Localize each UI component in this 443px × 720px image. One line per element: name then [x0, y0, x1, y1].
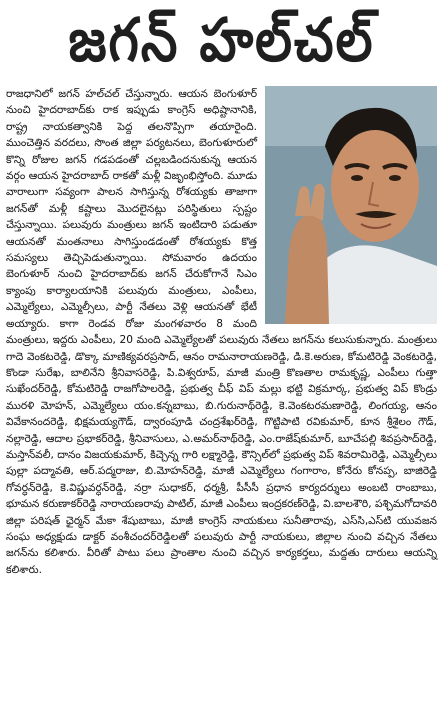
headline-text: జగన్ హల్‌చల్	[68, 6, 375, 76]
headline	[0, 0, 443, 82]
article-body: రాజధానిలో జగన్ హల్‌చల్ చేస్తున్నారు. ఆయన బెంగుళూర్ నుంచి హైదరాబాద్‌కు రాక ఇప్పుడు కాంగ్రెస్ అధిష్టానానికి, రాష్ట్ర నాయకత్వానికి పెద్ద తలనొప్పిగా తయారైంది. ముంచెత్తిన వరదలు, సొంత జిల్లా పర్యటనలు, బెంగుళూరులో కొన్ని రోజుల జగన్ గడపడంతో చల్లబడిందనుకున్న ఆయన వర్గం ఆయన హైదరాబాద్ రాకతో మళ్లీ విజృంభిస్తోంది. మూడు వారాలుగా సవ్యంగా పాలన సాగిస్తున్న రోశయ్యకు తాజాగా జగన్‌తో మళ్లీ కష్టాలు మొదలైనట్లు పరిస్థితులు స్పష్టం చేస్తున్నాయి. పలువురు మంత్రులు జగన్ ఇంటిదారి పడుతూ ఆయనతో మంతనాలు సాగిస్తుండడంతో రోశయ్యకు కొత్త సమస్యలు తెచ్చిపెడుతున్నాయి. సోమవారం ఉదయం బెంగుళూర్ నుంచి హైదరాబాద్‌కు జగన్ చేరుకోగానే సిఎం క్యాంపు కార్యాలయానికి పలువురు మంత్రులు, ఎంపీలు, ఎమ్మెల్యేలు, ఎమ్మెల్సీలు, పార్టీ నేతలు వెళ్లి ఆయనతో భేటీ అయ్యారు. కాగా రెండవ రోజు మంగళవారం 8 మంది మంత్రులు, ఇద్దరు ఎంపీలు, 20 మంది ఎమ్మెల్యేలతో పలువురు నేతలు జగన్‌ను కలుసుకున్నారు. మంత్రులు గాదె వెంకటరెడ్డి, డొక్కా మాణిక్యవరప్రసాద్, ఆనం రామనారాయణరెడ్డి, డి.కె.అరుణ, కోమటిరెడ్డి వెంకటరెడ్డి, కొండా సురేఖ, బాలినేని శ్రీనివాసరెడ్డి, పి.విశ్వరూప్, మాజీ మంత్రి కొణతాల రామకృష్ణ, ఎంపీలు గుత్తా సుఖేందర్‌రెడ్డి, కోమటిరెడ్డి రాజగోపాలరెడ్డి, ప్రభుత్వ చీఫ్ విప్ మల్లు భట్టి విక్రమార్క, ప్రభుత్వ విప్ కొండ్రు మురళి మోహన్, ఎమ్మెల్యేలు యం.కన్నబాబు, బి.గురునాథ్‌రెడ్డి, కె.వెంకటరమణారెడ్డి, లింగయ్య, ఆనం వివేకానందరెడ్డి, భిక్షమయ్యగౌడ్, ద్వారంపూడి చంద్రశేఖర్‌రెడ్డి, గొట్టిపాటి రవికుమార్, కూన శ్రీశైలం గౌడ్, నల్లారెడ్డి, ఆదాల ప్రభాకర్‌రెడ్డి, శ్రీనివాసులు, ఎ.అమర్‌నాథ్‌రెడ్డి, ఎం.రాజేష్‌కుమార్, బూచేపల్లి శివప్రసాద్‌రెడ్డి, మస్తాన్‌వలీ, దానం విజయకుమార్, కిచ్చెన్న గారి లక్ష్మారెడ్డి, కౌన్సిల్‌లో ప్రభుత్వ విప్ శివరామిరెడ్డి, ఎమ్మెల్సీలు పుల్లా పద్మావతి, ఆర్.పద్మరాజు, బి.మోహన్‌రెడ్డి, మాజీ ఎమ్మెల్యేలు గంగారాం, కోనేరు కోనప్ప, బాజిరెడ్డి గోవర్ధన్‌రెడ్డి, కె.విష్ణువర్ధన్‌రెడ్డి, నర్రా సుధాకర్, ధర్మశ్రీ, పీసీసీ ప్రధాన కార్యదర్శులు అంబటి రాంబాబు, భూమన కరుణాకర్‌రెడ్డి నారాయణరావు పాటిల్, మాజీ ఎంపీలు ఇంద్రకరణ్‌రెడ్డి, వి.బాలశౌరి, పశ్చిమగోదావరి జిల్లా పరిషత్ ఛైర్మన్ మేకా శేషుబాబు, మాజీ కాంగ్రెస్ నాయకులు సునీతారావు, ఎస్‌సి,ఎస్‌టి యువజన సంఘ అధ్యక్షుడు డాక్టర్ వంశీచందర్‌రెడ్డిలతో పలువురు పార్టీ నాయకులు, జిల్లాల నుంచి వచ్చిన నేతలు జగన్‌ను కలిశారు. వీరితో పాటు పలు ప్రాంతాల నుంచి వచ్చిన కార్యకర్తలు, మద్దతు దారులు ఆయన్ని కలిశారు.	[6, 88, 437, 576]
portrait-illustration	[265, 86, 437, 324]
portrait-photo	[265, 86, 437, 324]
article	[6, 86, 437, 716]
